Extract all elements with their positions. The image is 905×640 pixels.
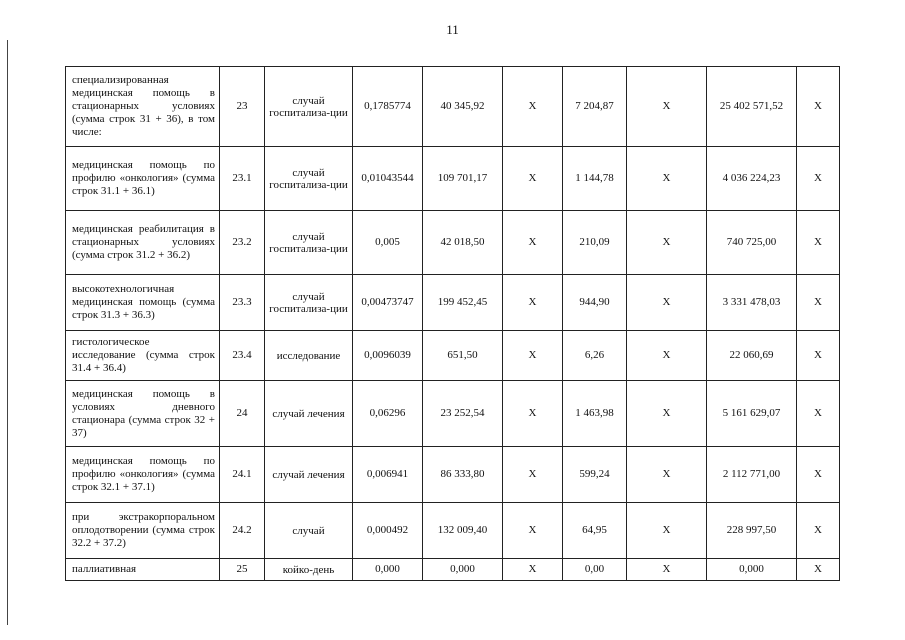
volume-norm: 0,006941: [353, 447, 423, 503]
column-x-1: X: [503, 447, 563, 503]
unit-of-measure: случай госпитализа-ции: [265, 67, 353, 147]
per-capita-norm: 7 204,87: [563, 67, 627, 147]
column-x-2: X: [627, 211, 707, 275]
total-cost: 22 060,69: [707, 331, 797, 381]
row-name: гистологическое исследование (сумма строк 31.4 + 36.4): [66, 331, 220, 381]
unit-cost: 86 333,80: [423, 447, 503, 503]
total-cost: 740 725,00: [707, 211, 797, 275]
row-name: медицинская помощь по профилю «онкология» (сумма строк 31.1 + 36.1): [66, 147, 220, 211]
line-number: 23.1: [220, 147, 265, 211]
page-number: 11: [446, 22, 459, 37]
unit-of-measure: случай госпитализа-ции: [265, 211, 353, 275]
column-x-1: X: [503, 67, 563, 147]
line-number: 24: [220, 381, 265, 447]
column-x-1: X: [503, 559, 563, 581]
per-capita-norm: 944,90: [563, 275, 627, 331]
unit-of-measure: исследование: [265, 331, 353, 381]
table-row: [66, 503, 840, 559]
total-cost: 2 112 771,00: [707, 447, 797, 503]
column-x-1: X: [503, 503, 563, 559]
page-edge-line: [7, 40, 8, 625]
row-name: высокотехнологичная медицинская помощь (сумма строк 31.3 + 36.3): [66, 275, 220, 331]
unit-of-measure: случай госпитализа-ции: [265, 147, 353, 211]
volume-norm: 0,000: [353, 559, 423, 581]
column-x-3: X: [797, 381, 840, 447]
column-x-3: X: [797, 331, 840, 381]
total-cost: 5 161 629,07: [707, 381, 797, 447]
row-name: медицинская реабилитация в стационарных условиях (сумма строк 31.2 + 36.2): [66, 211, 220, 275]
table-row: [66, 381, 840, 447]
per-capita-norm: 0,00: [563, 559, 627, 581]
per-capita-norm: 6,26: [563, 331, 627, 381]
row-name: паллиативная: [66, 559, 220, 581]
column-x-3: X: [797, 275, 840, 331]
total-cost: 3 331 478,03: [707, 275, 797, 331]
column-x-3: X: [797, 211, 840, 275]
column-x-1: X: [503, 331, 563, 381]
column-x-2: X: [627, 447, 707, 503]
unit-cost: 651,50: [423, 331, 503, 381]
financing-table: [65, 66, 840, 581]
total-cost: 25 402 571,52: [707, 67, 797, 147]
line-number: 25: [220, 559, 265, 581]
unit-cost: 199 452,45: [423, 275, 503, 331]
column-x-3: X: [797, 147, 840, 211]
column-x-1: X: [503, 147, 563, 211]
table-row: [66, 67, 840, 147]
unit-cost: 23 252,54: [423, 381, 503, 447]
table-row: [66, 147, 840, 211]
unit-cost: 109 701,17: [423, 147, 503, 211]
row-name: медицинская помощь по профилю «онкология» (сумма строк 32.1 + 37.1): [66, 447, 220, 503]
column-x-2: X: [627, 275, 707, 331]
unit-cost: 0,000: [423, 559, 503, 581]
column-x-2: X: [627, 67, 707, 147]
volume-norm: 0,00473747: [353, 275, 423, 331]
column-x-1: X: [503, 381, 563, 447]
column-x-1: X: [503, 211, 563, 275]
table-row: [66, 275, 840, 331]
column-x-2: X: [627, 559, 707, 581]
unit-cost: 42 018,50: [423, 211, 503, 275]
column-x-3: X: [797, 559, 840, 581]
volume-norm: 0,000492: [353, 503, 423, 559]
volume-norm: 0,0096039: [353, 331, 423, 381]
per-capita-norm: 1 144,78: [563, 147, 627, 211]
row-name: при экстракорпоральном оплодотворении (сумма строк 32.2 + 37.2): [66, 503, 220, 559]
total-cost: 4 036 224,23: [707, 147, 797, 211]
per-capita-norm: 64,95: [563, 503, 627, 559]
volume-norm: 0,01043544: [353, 147, 423, 211]
table-row: [66, 331, 840, 381]
column-x-2: X: [627, 503, 707, 559]
per-capita-norm: 1 463,98: [563, 381, 627, 447]
total-cost: 228 997,50: [707, 503, 797, 559]
per-capita-norm: 599,24: [563, 447, 627, 503]
unit-cost: 132 009,40: [423, 503, 503, 559]
line-number: 24.2: [220, 503, 265, 559]
line-number: 23: [220, 67, 265, 147]
total-cost: 0,000: [707, 559, 797, 581]
column-x-2: X: [627, 331, 707, 381]
unit-cost: 40 345,92: [423, 67, 503, 147]
table-row: [66, 447, 840, 503]
volume-norm: 0,06296: [353, 381, 423, 447]
unit-of-measure: случай: [265, 503, 353, 559]
column-x-2: X: [627, 147, 707, 211]
row-name: специализированная медицинская помощь в стационарных условиях (сумма строк 31 + 36), в том числе:: [66, 67, 220, 147]
unit-of-measure: случай госпитализа-ции: [265, 275, 353, 331]
row-name: медицинская помощь в условиях дневного стационара (сумма строк 32 + 37): [66, 381, 220, 447]
column-x-1: X: [503, 275, 563, 331]
volume-norm: 0,1785774: [353, 67, 423, 147]
line-number: 23.3: [220, 275, 265, 331]
line-number: 23.4: [220, 331, 265, 381]
table-body: [66, 67, 840, 581]
unit-of-measure: случай лечения: [265, 381, 353, 447]
column-x-3: X: [797, 447, 840, 503]
column-x-3: X: [797, 503, 840, 559]
unit-of-measure: койко-день: [265, 559, 353, 581]
volume-norm: 0,005: [353, 211, 423, 275]
per-capita-norm: 210,09: [563, 211, 627, 275]
table-row: [66, 211, 840, 275]
line-number: 23.2: [220, 211, 265, 275]
column-x-3: X: [797, 67, 840, 147]
table-row: [66, 559, 840, 581]
unit-of-measure: случай лечения: [265, 447, 353, 503]
line-number: 24.1: [220, 447, 265, 503]
column-x-2: X: [627, 381, 707, 447]
